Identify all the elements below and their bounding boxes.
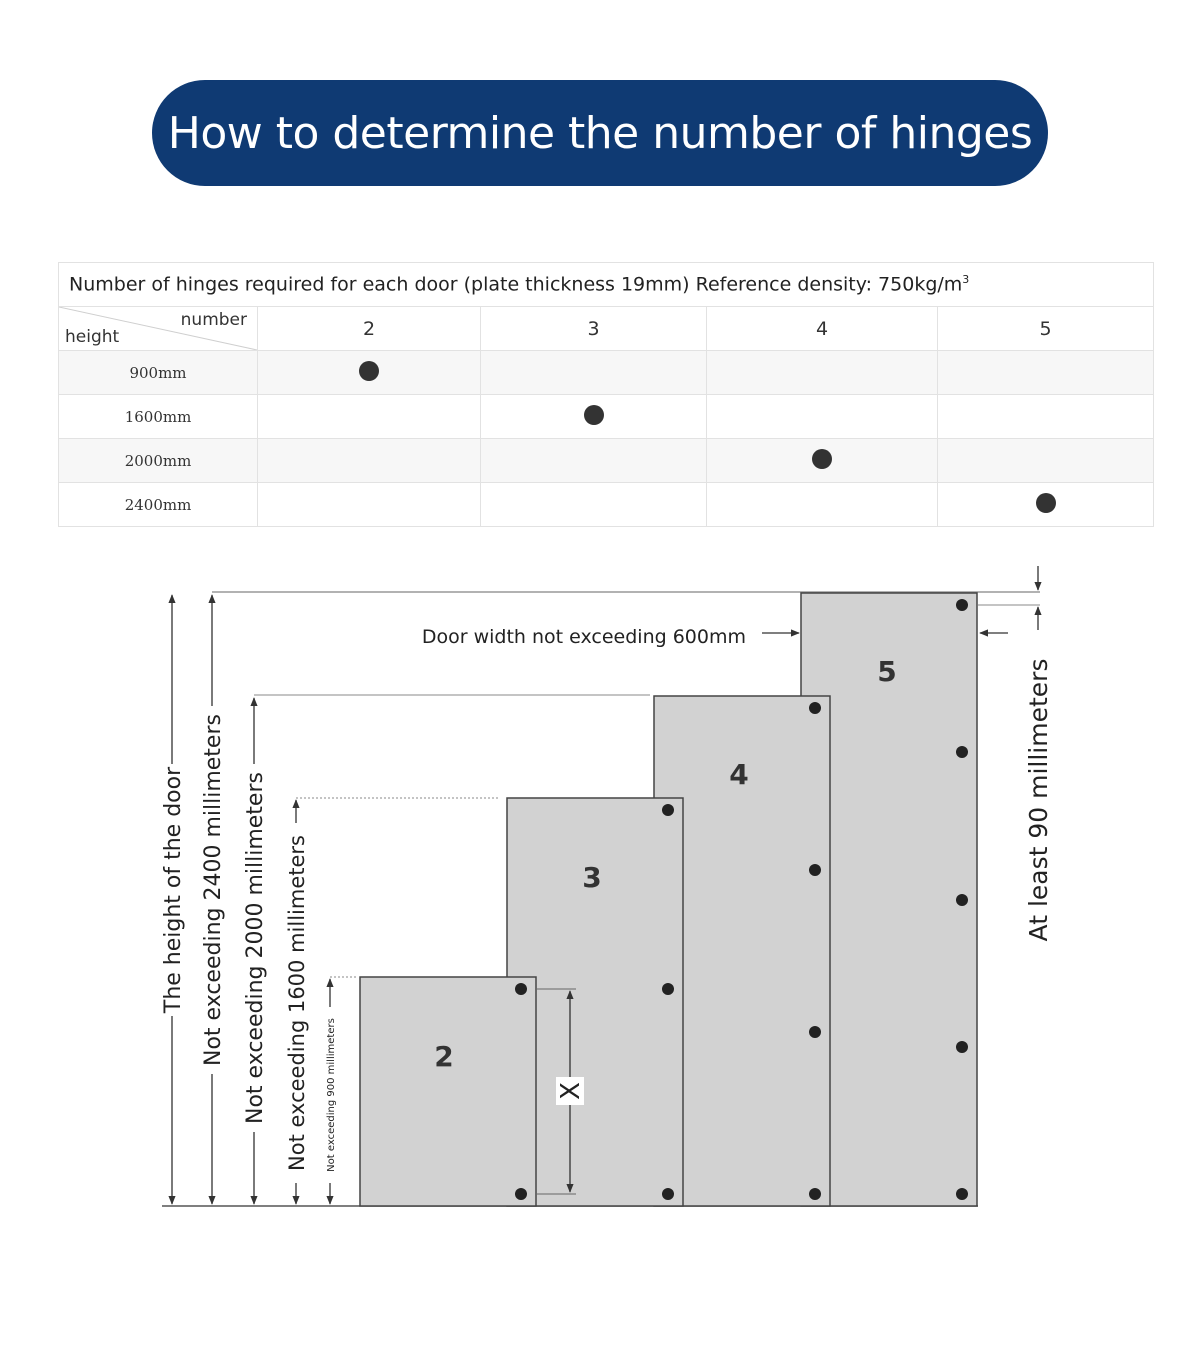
- label-900: Not exceeding 900 millimeters: [326, 1018, 337, 1172]
- column-header: 5: [938, 307, 1154, 351]
- door-label: 2: [434, 1040, 454, 1073]
- door-label: 4: [729, 758, 749, 791]
- label-2000: Not exceeding 2000 millimeters: [243, 772, 268, 1124]
- label-1600: Not exceeding 1600 millimeters: [285, 835, 309, 1171]
- row-height-label: 2000mm: [59, 439, 258, 483]
- header-number-label: number: [180, 310, 247, 330]
- door-label: 5: [877, 655, 897, 688]
- column-header: 2: [258, 307, 481, 351]
- label-2400: Not exceeding 2400 millimeters: [201, 714, 226, 1066]
- label-door-height: The height of the door: [161, 766, 186, 1014]
- column-header: 3: [481, 307, 707, 351]
- page-title: How to determine the number of hinges: [167, 107, 1033, 159]
- width-label: Door width not exceeding 600mm: [421, 626, 746, 648]
- table-caption: Number of hinges required for each door (plate thickness 19mm) Reference density: $750kg/m^3$: [59, 263, 1154, 307]
- row-height-label: 900mm: [59, 351, 258, 395]
- row-height-label: 2400mm: [59, 483, 258, 527]
- door-label: 3: [582, 861, 602, 894]
- row-height-label: 1600mm: [59, 395, 258, 439]
- door-2: [360, 977, 536, 1206]
- header-height-label: height: [65, 327, 120, 347]
- label-spacing-x: X: [556, 1082, 586, 1100]
- column-header: 4: [707, 307, 938, 351]
- margin-label: At least 90 millimeters: [1024, 658, 1053, 942]
